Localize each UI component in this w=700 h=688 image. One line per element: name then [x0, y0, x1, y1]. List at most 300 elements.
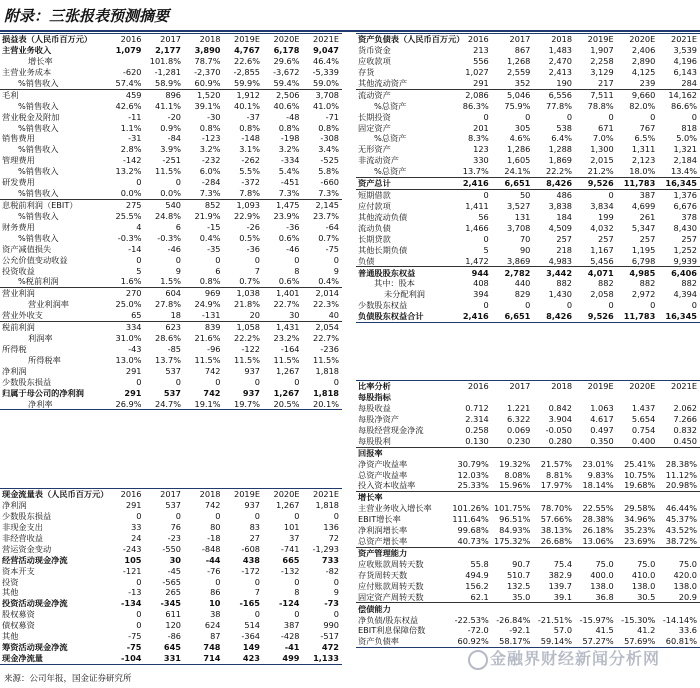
cell-value [492, 603, 534, 614]
row-label: 应付款项 [358, 200, 391, 211]
cell-value: 334 [125, 322, 142, 333]
cell-value [105, 56, 145, 67]
cell-value [450, 603, 492, 614]
title-divider [0, 30, 700, 32]
cell-value: 33 [131, 521, 142, 532]
cell-value: 510.7 [506, 569, 531, 580]
row-label: 现金净流量 [0, 653, 105, 664]
cell-value [575, 392, 617, 403]
cell-value: 1.5% [145, 276, 185, 287]
cell-value: 30 [169, 554, 181, 565]
cell-value: 40 [303, 310, 343, 321]
cell-value: 16,345 [658, 177, 700, 189]
row-label: 其他长期负债 [358, 244, 408, 255]
cell-value [575, 603, 617, 614]
cell-value: 0 [136, 177, 142, 188]
row-label: 应付账款周转天数 [358, 580, 424, 591]
cell-value: 944 [471, 267, 489, 278]
cell-value: 1,079 [115, 45, 142, 56]
cell-value: -43 [128, 343, 142, 354]
cell-value: -15.97% [579, 614, 614, 625]
cell-value: 59.9% [224, 78, 264, 89]
year-header: 2016 [105, 34, 145, 45]
cell-value: 0.497 [590, 424, 614, 435]
row-label: 普通股股东权益 [358, 267, 416, 278]
cell-value: 57.0 [553, 625, 573, 636]
cell-value: 38.13% [540, 525, 573, 536]
cell-value: -132 [280, 565, 300, 576]
cell-value: 101.26% [452, 503, 489, 514]
row-label: %销售收入 [18, 232, 59, 243]
row-label: 货币资金 [358, 45, 391, 56]
cell-value: 0 [483, 190, 489, 201]
cell-value [575, 447, 617, 458]
cell-value: -75 [325, 243, 339, 254]
row-label: 每股净资产 [358, 413, 399, 424]
cell-value: 5.8% [318, 166, 339, 177]
cell-value: 59.14% [533, 636, 575, 647]
cell-value: 78.7% [194, 56, 221, 66]
row-label: 净利率 [0, 398, 105, 409]
cell-value: 665 [282, 554, 300, 565]
cell-value: 265 [165, 587, 181, 598]
cell-value: 0.832 [673, 424, 697, 435]
cell-value: 3,890 [194, 45, 221, 56]
cell-value [658, 447, 700, 458]
cell-value: 7.8% [224, 188, 264, 199]
cell-value: 138.0 [673, 580, 697, 591]
year-header: 2020E [263, 34, 303, 45]
cell-value: 13.0% [115, 354, 142, 365]
row-label: %总资产 [374, 133, 407, 144]
cell-value: 156.2 [465, 580, 489, 591]
cell-value: 21.57% [540, 458, 573, 469]
cell-value [533, 492, 575, 503]
cell-value: 43.52% [665, 525, 697, 536]
cell-value: 2,014 [315, 288, 339, 299]
row-label: 每股经营现金净流 [358, 424, 424, 435]
year-header: 2019E [575, 381, 617, 392]
cell-value: 9,660 [631, 89, 656, 100]
table-row [356, 267, 700, 278]
cell-value: 96.51% [499, 514, 531, 525]
cell-value [617, 492, 659, 503]
cell-value: -20 [167, 111, 181, 122]
row-label: 研发费用 [2, 177, 35, 188]
cell-value: 9 [175, 265, 181, 276]
cell-value: 1,466 [465, 222, 489, 233]
row-label: %销售收入 [18, 122, 59, 133]
table-row [356, 514, 700, 525]
cell-value: 90.7 [512, 558, 531, 569]
table-row [0, 166, 342, 177]
cell-value: 0 [215, 576, 221, 587]
table-row [0, 333, 342, 344]
table-row [356, 392, 700, 403]
row-label: 存货周转天数 [358, 569, 408, 580]
cell-value: 4,985 [629, 267, 656, 278]
cell-value: 22.7% [312, 333, 339, 344]
cell-value: 6,651 [492, 177, 534, 189]
cell-value: 0.258 [465, 424, 489, 435]
row-label: 每股指标 [358, 392, 391, 403]
row-label: 增长率 [358, 492, 383, 503]
row-label: 少数股东损益 [2, 511, 52, 521]
cell-value: 896 [165, 89, 181, 100]
cell-value: 1,431 [276, 322, 300, 333]
cell-value: 8,426 [533, 177, 575, 189]
cell-value: 2,145 [315, 199, 339, 210]
row-label: %销售收入 [0, 188, 105, 199]
cashflow-statement-panel [0, 488, 342, 665]
cell-value: 0 [175, 254, 181, 265]
cell-value: 3,869 [492, 255, 534, 266]
cell-value: 1,430 [548, 289, 573, 300]
table-row [356, 469, 700, 480]
cell-value: 3,834 [590, 200, 614, 211]
cell-value: 15.96% [492, 480, 534, 491]
table-row [0, 620, 342, 631]
row-label: 归属于母公司的净利润 [2, 387, 84, 398]
cell-value: 438 [242, 554, 260, 565]
cell-value: 9 [333, 587, 339, 598]
cell-value: 9 [333, 265, 339, 276]
cell-value: 1,818 [315, 500, 339, 511]
cell-value: 0 [608, 111, 614, 122]
year-header: 2020E [617, 34, 659, 45]
cell-value: -36 [246, 243, 260, 254]
row-label: EBIT增长率 [358, 514, 401, 525]
cell-value: 28.38% [665, 458, 697, 469]
cell-value: 0 [254, 511, 260, 521]
cell-value: 459 [125, 89, 142, 100]
row-label: 资产负债率 [356, 636, 450, 647]
cell-value: 11.5% [154, 166, 181, 177]
cell-value: 4,983 [533, 255, 575, 266]
cell-value: -262 [241, 155, 260, 166]
table-row [356, 492, 700, 503]
cell-value: 8,426 [533, 311, 575, 322]
cashflow-header-row [0, 489, 342, 500]
cell-value: -30 [207, 111, 221, 122]
row-label: 毛利 [2, 89, 19, 100]
year-header: 2019E [575, 34, 617, 45]
year-header: 2021E [658, 381, 700, 392]
cell-value: 2,506 [276, 89, 300, 100]
cell-value: 2,416 [450, 311, 492, 322]
row-label: %税前利润 [0, 276, 105, 287]
row-label: 主营业务收入 [2, 45, 52, 56]
cell-value: -517 [320, 631, 339, 642]
cell-value: 3,527 [506, 200, 531, 211]
table-row [356, 300, 700, 311]
cell-value: 291 [124, 387, 142, 398]
row-label: 无形资产 [358, 144, 391, 155]
cell-value: 0 [215, 511, 221, 521]
cell-value: -14 [128, 243, 142, 254]
cell-value: 1,483 [548, 45, 573, 56]
cell-value: 22.2% [533, 166, 575, 177]
cell-value: 22.7% [273, 299, 300, 310]
cell-value: 3,129 [590, 66, 614, 77]
cell-value: -18 [207, 532, 221, 543]
cell-value: 87 [210, 631, 221, 642]
row-label: 流动资产 [358, 89, 391, 100]
cell-value: 57.27% [575, 636, 617, 647]
table-row [0, 78, 342, 89]
cell-value: 18.0% [617, 166, 659, 177]
table-row [0, 199, 342, 210]
cell-value: 7.3% [303, 188, 343, 199]
cell-value: 11.5% [312, 354, 339, 365]
cell-value: 25.5% [115, 210, 142, 221]
cell-value: 0 [294, 511, 300, 521]
cell-value: -232 [201, 155, 221, 166]
row-label: 营业外收支 [0, 310, 105, 321]
cell-value: 394 [473, 289, 489, 300]
cell-value: 22.55% [582, 503, 614, 514]
cell-value: 60.81% [658, 636, 700, 647]
row-label: 资产管理能力 [358, 547, 408, 558]
cell-value: 131 [514, 211, 531, 222]
table-row [356, 570, 700, 581]
cell-value [492, 447, 534, 458]
cell-value: 1,311 [631, 144, 656, 155]
table-row [0, 587, 342, 598]
cell-value: 8.3% [467, 133, 489, 144]
cell-value: 3,442 [546, 267, 573, 278]
table-row [356, 458, 700, 469]
cell-value: 0.5% [239, 232, 260, 243]
cell-value: 30.5 [617, 592, 659, 603]
cell-value: 645 [163, 642, 181, 653]
cell-value: 14,162 [668, 89, 697, 100]
cell-value: 291 [125, 500, 142, 511]
row-label: 营业税金及附加 [2, 111, 60, 122]
cell-value: -848 [201, 543, 221, 554]
cell-value: 0 [566, 300, 573, 311]
table-row [356, 122, 700, 133]
cell-value: 20 [224, 310, 264, 321]
cell-value: -620 [122, 66, 142, 77]
cell-value: -92.1 [509, 625, 531, 636]
row-label: 销售费用 [2, 133, 35, 144]
cell-value: -372 [241, 177, 260, 188]
row-label: 长期投资 [358, 111, 391, 122]
table-row [356, 89, 700, 100]
table-row [356, 425, 700, 436]
cell-value: 494.9 [465, 569, 489, 580]
cell-value: 537 [165, 500, 181, 511]
cell-value: 4,071 [587, 267, 614, 278]
cell-value: 20.98% [658, 480, 700, 491]
cell-value: 13.7% [450, 166, 492, 177]
cell-value: 57.4% [105, 78, 145, 89]
cell-value: 19.68% [617, 480, 659, 491]
cell-value: 3.2% [199, 144, 221, 155]
cell-value: 217 [575, 78, 617, 89]
cell-value: 0 [175, 376, 181, 387]
ratios-table-title: 比率分析 [356, 381, 450, 392]
table-row [0, 388, 342, 399]
row-label: 少数股东权益 [358, 300, 408, 311]
cell-value: 387 [639, 190, 656, 201]
cell-value: 36.8 [575, 592, 617, 603]
cell-value: 1,520 [197, 89, 221, 100]
year-header: 2016 [105, 489, 145, 500]
row-label: 固定资产 [358, 122, 391, 133]
table-row [356, 311, 700, 322]
cell-value: 937 [242, 387, 260, 398]
table-row [0, 67, 342, 78]
cell-value: 6.4% [551, 133, 573, 144]
cell-value: 6,798 [617, 255, 659, 266]
cell-value: -15 [207, 221, 221, 232]
table-row [0, 276, 342, 287]
cell-value: 31.0% [115, 333, 142, 344]
cell-value: -251 [162, 155, 181, 166]
cell-value: -565 [162, 576, 181, 587]
cell-value: 5.5% [239, 166, 260, 177]
cell-value: 1,267 [273, 387, 300, 398]
cell-value: 75.4 [553, 558, 573, 569]
watermark-logo-icon [468, 650, 488, 670]
cell-value: 111.64% [452, 514, 489, 525]
cell-value: 0 [483, 300, 489, 311]
cell-value: 82.0% [629, 100, 656, 111]
table-row [0, 310, 342, 321]
year-header: 2018 [533, 34, 575, 45]
cell-value: 990 [323, 620, 339, 631]
cell-value: 24.9% [194, 299, 221, 310]
row-label: 投入资本收益率 [356, 480, 450, 491]
cell-value: 72 [328, 532, 339, 543]
cell-value: 0.8% [278, 122, 300, 133]
cell-value: -82 [325, 565, 339, 576]
cell-value [658, 492, 700, 503]
table-row [0, 398, 342, 409]
cell-value: 41.0% [312, 100, 339, 111]
cell-value: 937 [244, 365, 260, 376]
row-label: 所得税率 [28, 354, 61, 365]
cell-value: 0 [525, 111, 531, 122]
table-row [0, 56, 342, 67]
cell-value: 352 [492, 78, 534, 89]
cell-value: 0.069 [506, 424, 531, 435]
cell-value: 35.0 [492, 592, 534, 603]
cell-value [533, 447, 575, 458]
cell-value: 748 [203, 642, 221, 653]
cell-value: 0 [333, 609, 339, 620]
year-header: 2018 [184, 489, 224, 500]
cell-value: 6 [175, 221, 181, 232]
cell-value: 305 [514, 122, 531, 133]
table-row [356, 177, 700, 189]
cell-value: 22.3% [312, 299, 339, 310]
cell-value: -364 [241, 631, 260, 642]
table-row [0, 265, 342, 276]
cell-value: 5.0% [676, 133, 697, 144]
cell-value: 25.41% [624, 458, 656, 469]
cell-value: 101.8% [149, 56, 181, 66]
row-label: 固定资产周转天数 [356, 592, 450, 603]
cell-value: -48 [286, 111, 300, 122]
cell-value: 538 [556, 122, 573, 133]
cell-value: 0.350 [575, 436, 617, 447]
cell-value: 257 [556, 233, 573, 244]
cell-value: 13.7% [154, 354, 181, 365]
row-label: 其他 [2, 587, 19, 598]
watermark-text: 金融界财经新闻分析网 [490, 649, 661, 668]
year-header: 2018 [184, 34, 224, 45]
row-label: %销售收入 [18, 100, 59, 111]
cell-value: 624 [204, 620, 221, 631]
cell-value: -21.51% [537, 614, 573, 625]
cell-value: 1,195 [631, 244, 656, 255]
cell-value: 13.2% [115, 166, 142, 177]
row-label: %总资产 [356, 166, 450, 177]
row-label: 资产总计 [356, 177, 450, 189]
table-row [0, 45, 342, 56]
cell-value: 0 [608, 190, 614, 201]
cell-value: 28.38% [582, 514, 614, 525]
cell-value: 0.8% [199, 122, 221, 133]
table-row [356, 547, 700, 558]
row-label: 总资产收益率 [358, 469, 408, 480]
cell-value: 58.9% [145, 78, 185, 89]
cell-value: 35.23% [624, 525, 656, 536]
income-table-title: 损益表（人民币百万元） [0, 34, 105, 45]
cell-value: 23.7% [312, 210, 339, 221]
cell-value: 1.221 [506, 403, 531, 413]
cell-value: 0.9% [160, 122, 181, 133]
cell-value: 882 [681, 278, 697, 289]
year-header: 2017 [145, 489, 185, 500]
row-label: %销售收入 [18, 166, 59, 177]
cell-value: 2,416 [450, 177, 492, 189]
cell-value: 39.1 [533, 592, 575, 603]
cell-value: 4.617 [590, 413, 614, 424]
cell-value: 29.6% [273, 56, 300, 66]
cell-value: 184 [556, 211, 573, 222]
cell-value: 138.0 [590, 580, 614, 591]
table-row [356, 155, 700, 166]
cell-value: 1,167 [590, 244, 614, 255]
cell-value: 257 [681, 233, 697, 244]
cell-value: 0 [175, 177, 181, 188]
cell-value: 3.9% [160, 144, 181, 155]
cell-value: 882 [556, 278, 573, 289]
cell-value: 0.130 [450, 436, 492, 447]
cell-value: -31 [128, 133, 142, 144]
cell-value: -72.0 [467, 625, 489, 636]
source-note: 来源：公司年报，国金证券研究所 [4, 674, 132, 684]
cell-value: 2,086 [465, 89, 489, 100]
cell-value: 9,939 [658, 255, 700, 266]
cell-value: 1.437 [631, 403, 656, 413]
row-label: 营业利润 [2, 288, 35, 299]
cell-value: 0.230 [492, 436, 534, 447]
cell-value: -124 [279, 598, 300, 609]
table-row [0, 344, 342, 355]
cell-value: 19.7% [224, 398, 264, 409]
cell-value: -96 [207, 343, 221, 354]
row-label: 存货 [358, 66, 375, 77]
cell-value: 1,286 [506, 144, 531, 155]
cell-value: 0.712 [465, 403, 489, 413]
cell-value: 56 [478, 211, 489, 222]
cell-value: 7.3% [263, 188, 303, 199]
